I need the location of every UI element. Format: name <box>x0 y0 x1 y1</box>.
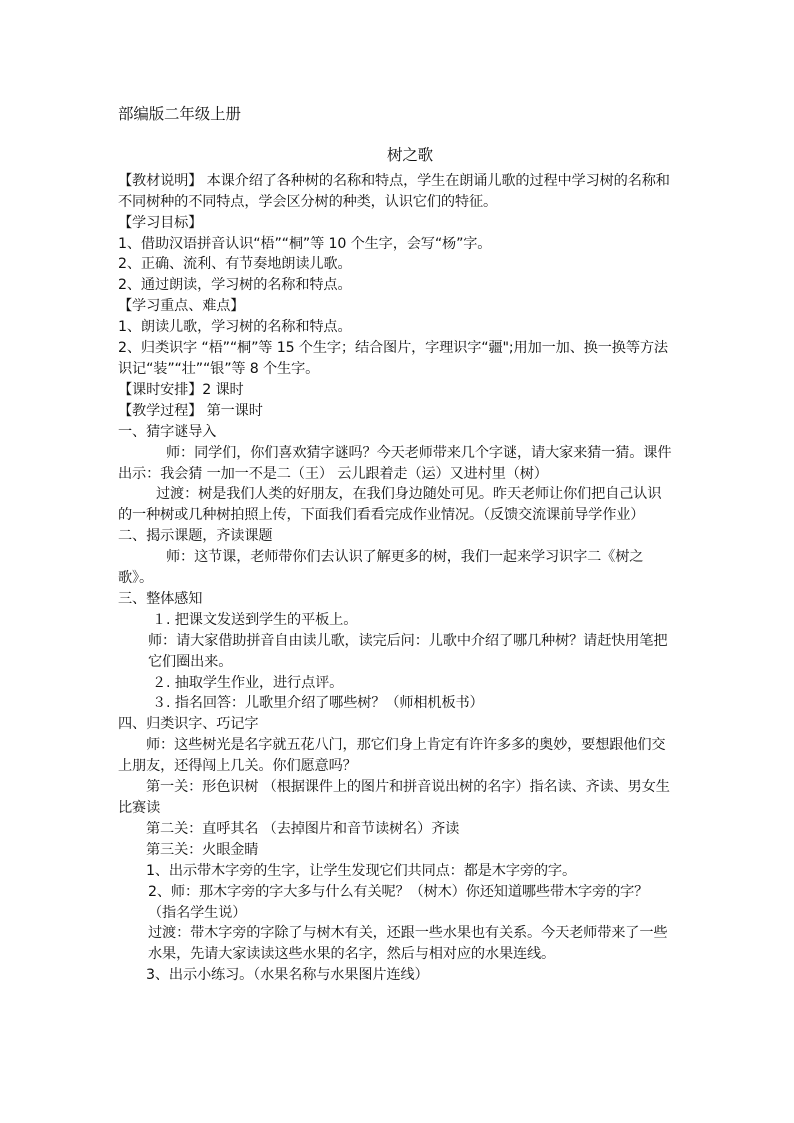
text-line: 师：这节课，老师带你们去认识了解更多的树，我们一起来学习识字二《树之歌》。 <box>118 549 644 587</box>
text-line: 师：这些树光是名字就五花八门，那它们身上肯定有许许多多的奥妙，要想跟他们交上朋友，还得闯上几关。你们愿意吗？ <box>118 737 666 775</box>
text-line: 师：请大家借助拼音自由读儿歌，读完后问：儿歌中介绍了哪几种树？请赶快用笔把它们圈出来。 <box>148 632 668 670</box>
text-line: 二、揭示课题，齐读课题 <box>118 528 273 545</box>
text-line: 1、借助汉语拼音认识“梧”“桐”等 10 个生字，会写“杨”字。 <box>118 235 492 252</box>
text-line: 3、出示小练习。（水果名称与水果图片连线） <box>146 967 429 984</box>
text-line: 2、师：那木字旁的字大多与什么有关呢？（树木）你还知道哪些带木字旁的字？（指名学生说） <box>148 883 649 921</box>
text-line: 2、通过朗读，学习树的名称和特点。 <box>118 277 352 294</box>
text-line: 【教材说明】 本课介绍了各种树的名称和特点，学生在朗诵儿歌的过程中学习树的名称和不同树种的不同特点，学会区分树的种类，认识它们的特征。 <box>118 172 670 210</box>
text-line: 四、归类识字、巧记字 <box>118 716 259 733</box>
text-line: ２. 抽取学生作业，进行点评。 <box>152 674 344 691</box>
text-line: 【课时安排】2 课时 <box>118 381 244 398</box>
text-line: 第二关：直呼其名 （去掉图片和音节读树名）齐读 <box>146 820 460 837</box>
lesson-plan-text <box>118 171 674 986</box>
text-line: 1、朗读儿歌，学习树的名称和特点。 <box>118 319 352 336</box>
text-line: 2、归类识字 “梧”“桐”等 15 个生字；结合图片，字理识字“疆";用加一加、换一换等方法识记“装”“壮”“银”等 8 个生字。 <box>118 340 668 377</box>
text-line: 第三关：火眼金睛 <box>146 841 259 858</box>
text-line: 过渡：带木字旁的字除了与树木有关，还跟一些水果也有关系。今天老师带来了一些水果，先请大家读读这些水果的名字，然后与相对应的水果连线。 <box>148 925 668 963</box>
text-line: 【学习重点、难点】 <box>118 298 245 315</box>
text-line: 三、整体感知 <box>118 590 203 607</box>
document-header: 部编版二年级上册 <box>118 105 241 123</box>
text-line: 【教学过程】 第一课时 <box>118 402 263 419</box>
text-line: ３. 指名回答：儿歌里介绍了哪些树？（师相机板书） <box>152 695 484 712</box>
text-line: １. 把课文发送到学生的平板上。 <box>152 611 358 628</box>
text-line: 2、正确、流利、有节奏地朗读儿歌。 <box>118 256 352 273</box>
text-line: 师：同学们，你们喜欢猜字谜吗？今天老师带来几个字谜，请大家来猜一猜。课件出示：我会猜 一加一不是二（王） 云儿跟着走（运）又进村里（树） <box>118 444 672 482</box>
document-title: 树之歌 <box>386 145 434 164</box>
document-body <box>118 104 674 986</box>
text-line: 【学习目标】 <box>118 214 203 231</box>
text-line: 一、猜字谜导入 <box>118 423 217 440</box>
text-line: 过渡：树是我们人类的好朋友，在我们身边随处可见。昨天老师让你们把自己认识的一种树或几种树拍照上传，下面我们看看完成作业情况。（反馈交流课前导学作业） <box>118 486 662 524</box>
text-line: 第一关：形色识树 （根据课件上的图片和拼音说出树的名字）指名读、齐读、男女生比赛读 <box>118 779 670 816</box>
text-line: 1、出示带木字旁的生字，让学生发现它们共同点：都是木字旁的字。 <box>146 862 577 879</box>
